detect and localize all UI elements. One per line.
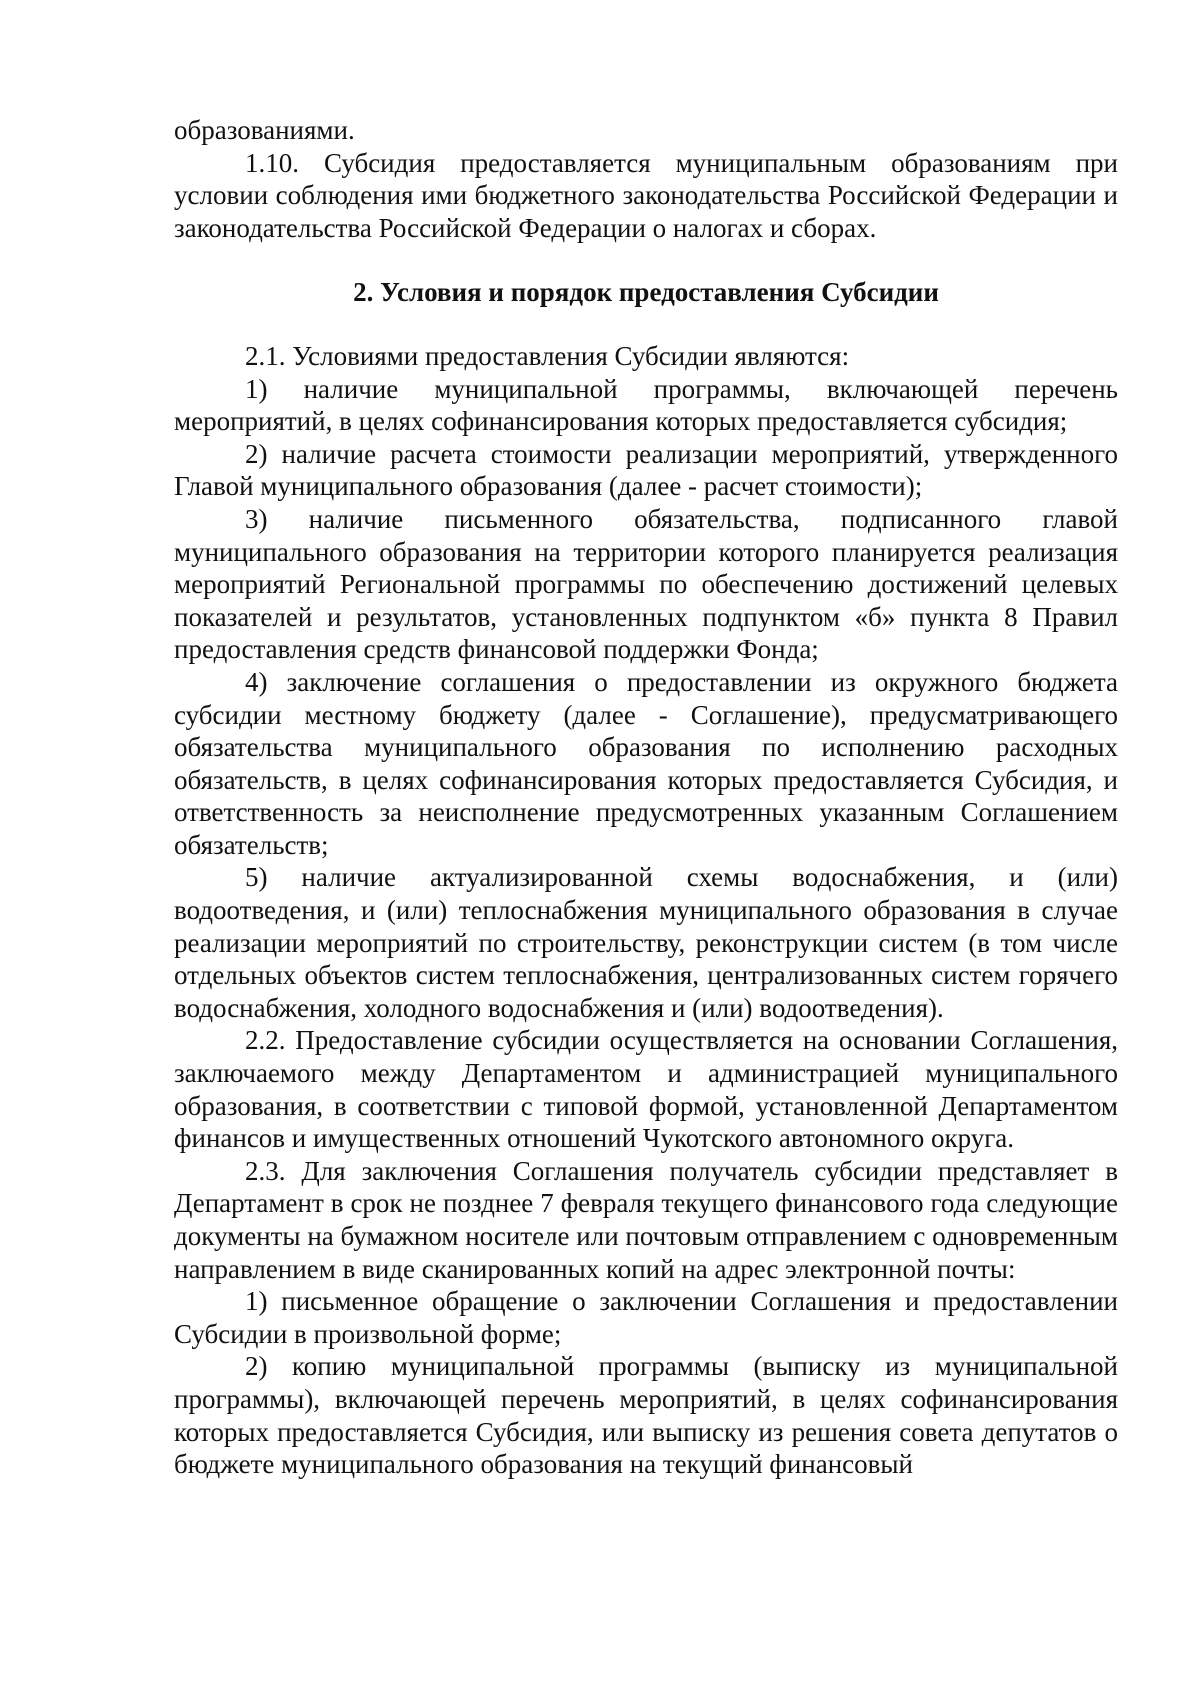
paragraph-2-1: 2.1. Условиями предоставления Субсидии являются: (245, 340, 850, 371)
paragraph-2-1-item-5: 5) наличие актуализированной схемы водоснабжения, и (или) водоотведения, и (или) теплоснабжения муниципального образования в случае реализации мероприятий по строительству, реконструкции систем (в том числе отдельных объектов систем теплоснабжения, централизованных систем горячего водоснабжения, холодного водоснабжения и (или) водоотведения). (174, 862, 1118, 1023)
paragraph-2-1-item-1: 1) наличие муниципальной программы, включающей перечень мероприятий, в целях софинансирования которых предоставляется субсидия; (174, 373, 1118, 437)
paragraph-2-2: 2.2. Предоставление субсидии осуществляется на основании Соглашения, заключаемого между Департаментом и администрацией муниципального образования, в соответствии с типовой формой, установленной Департаментом финансов и имущественных отношений Чукотского автономного округа. (174, 1025, 1118, 1154)
section-heading: 2. Условия и порядок предоставления Субсидии (353, 277, 939, 308)
paragraph-2-1-item-2: 2) наличие расчета стоимости реализации мероприятий, утвержденного Главой муниципального образования (далее - расчет стоимости); (174, 438, 1118, 502)
document-body (174, 114, 1118, 1481)
paragraph-1-10: 1.10. Субсидия предоставляется муниципальным образованиям при условии соблюдения ими бюджетного законодательства Российской Федерации и законодательства Российской Федерации о налогах и сборах. (174, 147, 1118, 243)
paragraph-continuation: образованиями. (174, 115, 355, 145)
paragraph-2-3: 2.3. Для заключения Соглашения получатель субсидии представляет в Департамент в срок не позднее 7 февраля текущего финансового года следующие документы на бумажном носителе или почтовым отправлением с одновременным направлением в виде сканированных копий на адрес электронной почты: (174, 1155, 1118, 1284)
paragraph-2-3-item-1: 1) письменное обращение о заключении Соглашения и предоставлении Субсидии в произвольной форме; (174, 1286, 1118, 1349)
paragraph-2-1-item-4: 4) заключение соглашения о предоставлении из окружного бюджета субсидии местному бюджету (далее - Соглашение), предусматривающего обязательства муниципального образования по исполнению расходных обязательств, в целях софинансирования которых предоставляется Субсидия, и ответственность за неисполнение предусмотренных указанным Соглашением обязательств; (174, 666, 1118, 860)
paragraph-2-3-item-2: 2) копию муниципальной программы (выписку из муниципальной программы), включающей перечень мероприятий, в целях софинансирования которых предоставляется Субсидия, или выписку из решения совета депутатов о бюджете муниципального образования на текущий финансовый (174, 1351, 1118, 1480)
paragraph-2-1-item-3: 3) наличие письменного обязательства, подписанного главой муниципального образования на территории которого планируется реализация мероприятий Региональной программы по обеспечению достижений целевых показателей и результатов, установленных подпунктом «б» пункта 8 Правил предоставления средств финансовой поддержки Фонда; (174, 503, 1118, 665)
